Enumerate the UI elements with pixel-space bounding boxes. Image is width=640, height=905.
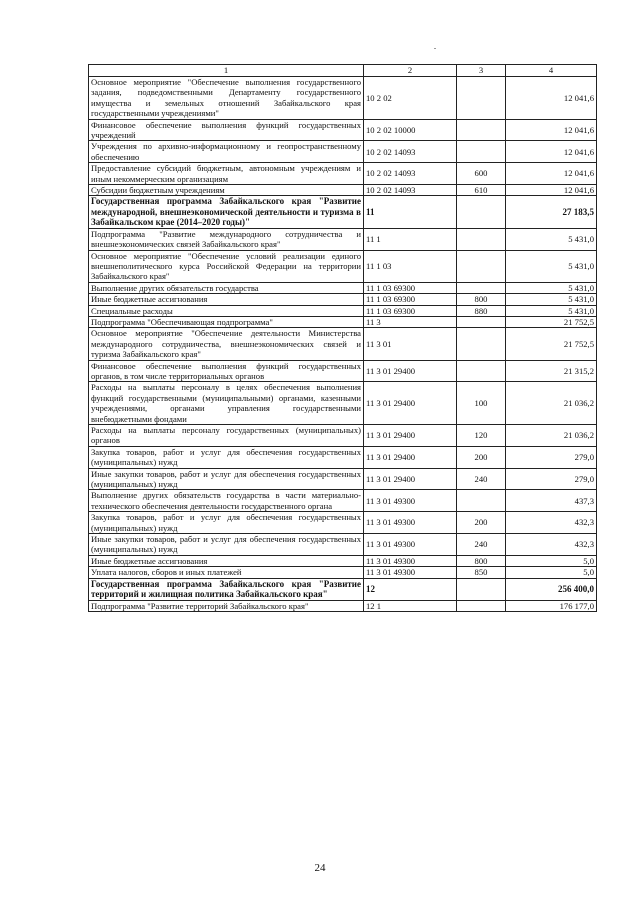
row-code-cell: 11 3 01 49300 <box>364 490 457 512</box>
row-type-cell <box>457 600 506 611</box>
row-type-cell <box>457 141 506 163</box>
table-row <box>89 382 597 425</box>
table-row <box>89 578 597 600</box>
table-row <box>89 567 597 578</box>
table-row <box>89 490 597 512</box>
row-code-cell: 11 3 <box>364 316 457 327</box>
row-amount-cell: 21 036,2 <box>506 382 597 425</box>
row-code-cell: 10 2 02 14093 <box>364 141 457 163</box>
row-amount-cell: 279,0 <box>506 446 597 468</box>
table-row <box>89 468 597 490</box>
row-type-cell: 600 <box>457 163 506 185</box>
row-name-cell: Иные закупки товаров, работ и услуг для обеспечения государственных (муниципальных) нужд <box>89 468 364 490</box>
row-type-cell <box>457 250 506 282</box>
row-code-cell: 11 3 01 49300 <box>364 555 457 566</box>
row-name-cell: Расходы на выплаты персоналу в целях обеспечения выполнения функций государственными (муниципальными) органами, казенными учреждениями, органами управления государственными внебюджетными фондами <box>89 382 364 425</box>
table-row <box>89 141 597 163</box>
row-name-cell: Финансовое обеспечение выполнения функций государственных учреждений <box>89 119 364 141</box>
column-header-1: 1 <box>89 65 364 77</box>
table-row <box>89 512 597 534</box>
row-amount-cell: 21 315,2 <box>506 360 597 382</box>
row-code-cell: 11 1 03 69300 <box>364 294 457 305</box>
row-code-cell: 11 3 01 29400 <box>364 468 457 490</box>
row-type-cell <box>457 490 506 512</box>
scan-speck <box>434 48 436 49</box>
row-name-cell: Выполнение других обязательств государства в части материально-технического обеспечения деятельности государственного органа <box>89 490 364 512</box>
row-name-cell: Выполнение других обязательств государства <box>89 282 364 293</box>
row-code-cell: 11 3 01 49300 <box>364 567 457 578</box>
row-type-cell: 240 <box>457 534 506 556</box>
row-type-cell <box>457 119 506 141</box>
row-amount-cell: 12 041,6 <box>506 141 597 163</box>
row-type-cell: 120 <box>457 425 506 447</box>
row-amount-cell: 5 431,0 <box>506 282 597 293</box>
row-amount-cell: 5 431,0 <box>506 250 597 282</box>
row-code-cell: 11 3 01 <box>364 328 457 360</box>
row-amount-cell: 12 041,6 <box>506 163 597 185</box>
row-amount-cell: 432,3 <box>506 534 597 556</box>
row-code-cell: 10 2 02 10000 <box>364 119 457 141</box>
row-amount-cell: 27 183,5 <box>506 196 597 228</box>
row-name-cell: Подпрограмма "Обеспечивающая подпрограмма" <box>89 316 364 327</box>
row-code-cell: 11 3 01 29400 <box>364 360 457 382</box>
row-amount-cell: 21 752,5 <box>506 328 597 360</box>
table-row <box>89 316 597 327</box>
table-row <box>89 446 597 468</box>
row-name-cell: Подпрограмма "Развитие международного сотрудничества и внешнеэкономических связей Забайкальского края" <box>89 228 364 250</box>
table-row <box>89 77 597 120</box>
row-type-cell: 200 <box>457 446 506 468</box>
row-amount-cell: 176 177,0 <box>506 600 597 611</box>
row-amount-cell: 5,0 <box>506 567 597 578</box>
row-name-cell: Иные закупки товаров, работ и услуг для обеспечения государственных (муниципальных) нужд <box>89 534 364 556</box>
row-code-cell: 11 <box>364 196 457 228</box>
table-row <box>89 360 597 382</box>
table-row <box>89 282 597 293</box>
row-code-cell: 11 1 03 69300 <box>364 282 457 293</box>
row-amount-cell: 21 036,2 <box>506 425 597 447</box>
row-code-cell: 11 3 01 49300 <box>364 512 457 534</box>
row-type-cell: 850 <box>457 567 506 578</box>
column-header-3: 3 <box>457 65 506 77</box>
row-code-cell: 12 1 <box>364 600 457 611</box>
row-amount-cell: 5 431,0 <box>506 305 597 316</box>
row-code-cell: 10 2 02 14093 <box>364 163 457 185</box>
row-name-cell: Иные бюджетные ассигнования <box>89 555 364 566</box>
row-code-cell: 11 3 01 29400 <box>364 382 457 425</box>
row-name-cell: Основное мероприятие "Обеспечение условий реализации единого внешнеполитического курса Российской Федерации на территории Забайкальского края" <box>89 250 364 282</box>
table-row <box>89 600 597 611</box>
row-name-cell: Учреждения по архивно-информационному и геопространственному обеспечению <box>89 141 364 163</box>
row-type-cell <box>457 282 506 293</box>
row-amount-cell: 12 041,6 <box>506 77 597 120</box>
row-type-cell: 800 <box>457 555 506 566</box>
row-code-cell: 11 1 03 69300 <box>364 305 457 316</box>
row-type-cell: 100 <box>457 382 506 425</box>
row-amount-cell: 21 752,5 <box>506 316 597 327</box>
row-amount-cell: 5 431,0 <box>506 294 597 305</box>
row-code-cell: 10 2 02 14093 <box>364 185 457 196</box>
row-code-cell: 11 1 03 <box>364 250 457 282</box>
row-type-cell <box>457 77 506 120</box>
row-name-cell: Иные бюджетные ассигнования <box>89 294 364 305</box>
row-type-cell <box>457 228 506 250</box>
budget-table <box>88 64 597 612</box>
page-number: 24 <box>314 862 326 874</box>
row-type-cell: 610 <box>457 185 506 196</box>
row-name-cell: Уплата налогов, сборов и иных платежей <box>89 567 364 578</box>
row-type-cell: 200 <box>457 512 506 534</box>
row-name-cell: Предоставление субсидий бюджетным, автономным учреждениям и иным некоммерческим организациям <box>89 163 364 185</box>
row-code-cell: 10 2 02 <box>364 77 457 120</box>
table-row <box>89 163 597 185</box>
table-row <box>89 534 597 556</box>
row-type-cell: 800 <box>457 294 506 305</box>
row-name-cell: Закупка товаров, работ и услуг для обеспечения государственных (муниципальных) нужд <box>89 512 364 534</box>
row-amount-cell: 12 041,6 <box>506 185 597 196</box>
row-type-cell <box>457 578 506 600</box>
row-amount-cell: 12 041,6 <box>506 119 597 141</box>
row-name-cell: Основное мероприятие "Обеспечение выполнения государственного задания, подведомственными Департаменту государственного имущества и земельных отношений Забайкальского края государственными учреждениями" <box>89 77 364 120</box>
row-type-cell <box>457 196 506 228</box>
table-row <box>89 425 597 447</box>
row-amount-cell: 437,3 <box>506 490 597 512</box>
row-code-cell: 11 3 01 29400 <box>364 446 457 468</box>
row-name-cell: Государственная программа Забайкальского края "Развитие территорий и жилищная политика Забайкальского края" <box>89 578 364 600</box>
row-name-cell: Государственная программа Забайкальского края "Развитие международной, внешнеэкономической деятельности и туризма в Забайкальском крае (2014–2020 годы)" <box>89 196 364 228</box>
row-type-cell <box>457 360 506 382</box>
table-row <box>89 119 597 141</box>
row-name-cell: Подпрограмма "Развитие территорий Забайкальского края" <box>89 600 364 611</box>
column-header-2: 2 <box>364 65 457 77</box>
table-row <box>89 228 597 250</box>
row-amount-cell: 5,0 <box>506 555 597 566</box>
row-amount-cell: 5 431,0 <box>506 228 597 250</box>
table-row <box>89 294 597 305</box>
row-name-cell: Финансовое обеспечение выполнения функций государственных органов, в том числе территориальных органов <box>89 360 364 382</box>
row-amount-cell: 256 400,0 <box>506 578 597 600</box>
table-row <box>89 250 597 282</box>
row-name-cell: Закупка товаров, работ и услуг для обеспечения государственных (муниципальных) нужд <box>89 446 364 468</box>
row-name-cell: Расходы на выплаты персоналу государственных (муниципальных) органов <box>89 425 364 447</box>
table-row <box>89 305 597 316</box>
row-amount-cell: 279,0 <box>506 468 597 490</box>
row-amount-cell: 432,3 <box>506 512 597 534</box>
row-type-cell: 880 <box>457 305 506 316</box>
row-code-cell: 12 <box>364 578 457 600</box>
row-type-cell <box>457 328 506 360</box>
row-type-cell: 240 <box>457 468 506 490</box>
table-row <box>89 196 597 228</box>
table-body <box>89 77 597 612</box>
row-name-cell: Основное мероприятие "Обеспечение деятельности Министерства международного сотрудничества, внешнеэкономических связей и туризма Забайкальского края" <box>89 328 364 360</box>
row-name-cell: Субсидии бюджетным учреждениям <box>89 185 364 196</box>
table-row <box>89 328 597 360</box>
table-header-row <box>89 65 597 77</box>
row-code-cell: 11 3 01 29400 <box>364 425 457 447</box>
row-name-cell: Специальные расходы <box>89 305 364 316</box>
row-type-cell <box>457 316 506 327</box>
row-code-cell: 11 1 <box>364 228 457 250</box>
row-code-cell: 11 3 01 49300 <box>364 534 457 556</box>
column-header-4: 4 <box>506 65 597 77</box>
table-row <box>89 555 597 566</box>
table-row <box>89 185 597 196</box>
